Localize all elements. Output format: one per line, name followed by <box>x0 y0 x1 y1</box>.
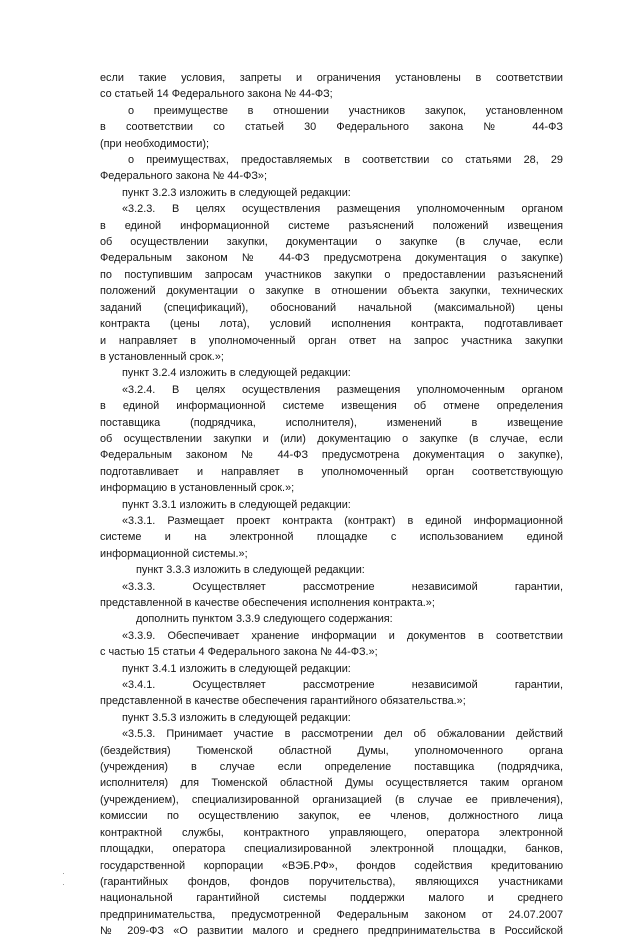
text-line: и направляет в уполномоченный орган ответ на запрос участника закупки <box>100 334 563 347</box>
text-line: пункт 3.3.3 изложить в следующей редакции: <box>136 564 365 577</box>
text-line: государственной корпорации «ВЭБ.РФ», фондов содействия кредитованию <box>100 859 563 872</box>
text-line: (учреждения) в случае если определение поставщика (подрядчика, <box>100 761 563 774</box>
text-line: площадки, оператора специализированной электронной площадки, банков, <box>100 843 563 856</box>
text-line: заданий (спецификаций), обоснований начальной (максимальной) цены <box>100 301 563 314</box>
text-line: по поступившим запросам участников закупки о предоставлении разъяснений <box>100 268 563 281</box>
text-line: комиссии по осуществлению закупок, ее членов, должностного лица <box>100 810 563 823</box>
text-line: «3.4.1. Осуществляет рассмотрение независимой гарантии, <box>122 679 563 692</box>
text-line: если такие условия, запреты и ограничения установлены в соответствии <box>100 72 563 84</box>
text-line: системе и на электронной площадке с использованием единой <box>100 531 563 544</box>
text-line: контрактной службы, контрактного управляющего, оператора электронной <box>100 826 563 839</box>
text-line: Федерального закона № 44-ФЗ»; <box>100 170 268 183</box>
text-line: «3.3.3. Осуществляет рассмотрение независимой гарантии, <box>122 580 563 593</box>
document-body <box>100 70 563 940</box>
text-line: в соответствии со статьей 30 Федерального закона № 44-ФЗ <box>100 121 563 134</box>
text-line: исполнителя) для Тюменской областной Думы осуществляется таким органом <box>100 777 563 790</box>
text-line: об осуществлении закупки и (или) документацию о закупке (в случае, если <box>100 432 563 445</box>
text-line: об осуществлении закупки, документации о закупке (в случае, если <box>100 236 563 249</box>
text-line: положений документации о закупке в отношении объекта закупки, технических <box>100 285 563 298</box>
text-line: со статьей 14 Федерального закона № 44-ФЗ; <box>100 88 333 101</box>
text-line: дополнить пунктом 3.3.9 следующего содержания: <box>136 613 393 626</box>
text-line: информационной системы.»; <box>100 547 248 560</box>
text-line: пункт 3.5.3 изложить в следующей редакции: <box>122 711 351 724</box>
text-line: «3.3.9. Обеспечивает хранение информации и документов в соответствии <box>122 629 563 642</box>
text-line: Федеральным законом № 44-ФЗ предусмотрена документация о закупке), <box>100 449 563 462</box>
text-line: Федеральным законом № 44-ФЗ предусмотрена документация о закупке) <box>100 252 563 265</box>
text-line: в единой информационной системе разъяснений положений извещения <box>100 219 563 232</box>
text-line: в единой информационной системе извещения об отмене определения <box>100 400 563 413</box>
text-line: предпринимательства, предусмотренной Федеральным законом от 24.07.2007 <box>100 908 563 921</box>
text-line: (гарантийных фондов, фондов поручительства), являющихся участниками <box>100 875 563 888</box>
text-line: пункт 3.3.1 изложить в следующей редакции: <box>122 498 351 511</box>
text-line: с частью 15 статьи 4 Федерального закона № 44-ФЗ.»; <box>100 646 378 659</box>
text-line: (бездействия) Тюменской областной Думы, уполномоченного органа <box>100 744 563 757</box>
text-line: (при необходимости); <box>100 137 209 150</box>
text-line: представленной в качестве обеспечения исполнения контракта.»; <box>100 597 435 609</box>
text-line: поставщика (подрядчика, исполнителя), изменений в извещение <box>100 416 563 429</box>
text-line: контракта (цены лота), условий исполнения контракта, подготавливает <box>100 318 563 331</box>
text-line: пункт 3.2.3 изложить в следующей редакции: <box>122 186 351 199</box>
text-line: «3.2.4. В целях осуществления размещения уполномоченным органом <box>122 383 563 396</box>
text-line: пункт 3.2.4 изложить в следующей редакции: <box>122 367 351 380</box>
text-line: о преимуществе в отношении участников закупок, установленном <box>128 104 563 117</box>
text-line: подготавливает и направляет в уполномоченный орган соответствующую <box>100 465 563 478</box>
text-line: национальной гарантийной системы поддержки малого и среднего <box>100 892 563 905</box>
text-line: «3.5.3. Принимает участие в рассмотрении дел об обжаловании действий <box>122 728 563 741</box>
text-line: о преимуществах, предоставляемых в соответствии со статьями 28, 29 <box>128 154 563 167</box>
text-line: пункт 3.4.1 изложить в следующей редакции: <box>122 662 351 675</box>
text-line: информацию в установленный срок.»; <box>100 482 295 495</box>
text-line: представленной в качестве обеспечения гарантийного обязательства.»; <box>100 695 466 708</box>
text-line: «3.2.3. В целях осуществления размещения уполномоченным органом <box>122 203 563 216</box>
text-line: № 209-ФЗ «О развитии малого и среднего предпринимательства в Российской <box>100 925 563 938</box>
scan-speck <box>63 884 64 885</box>
text-line: (учреждением), специализированной организацией (в случае ее привлечения), <box>100 793 563 806</box>
text-line: «3.3.1. Размещает проект контракта (контракт) в единой информационной <box>122 514 563 527</box>
scan-speck <box>63 873 64 874</box>
text-line: в установленный срок.»; <box>100 350 224 363</box>
